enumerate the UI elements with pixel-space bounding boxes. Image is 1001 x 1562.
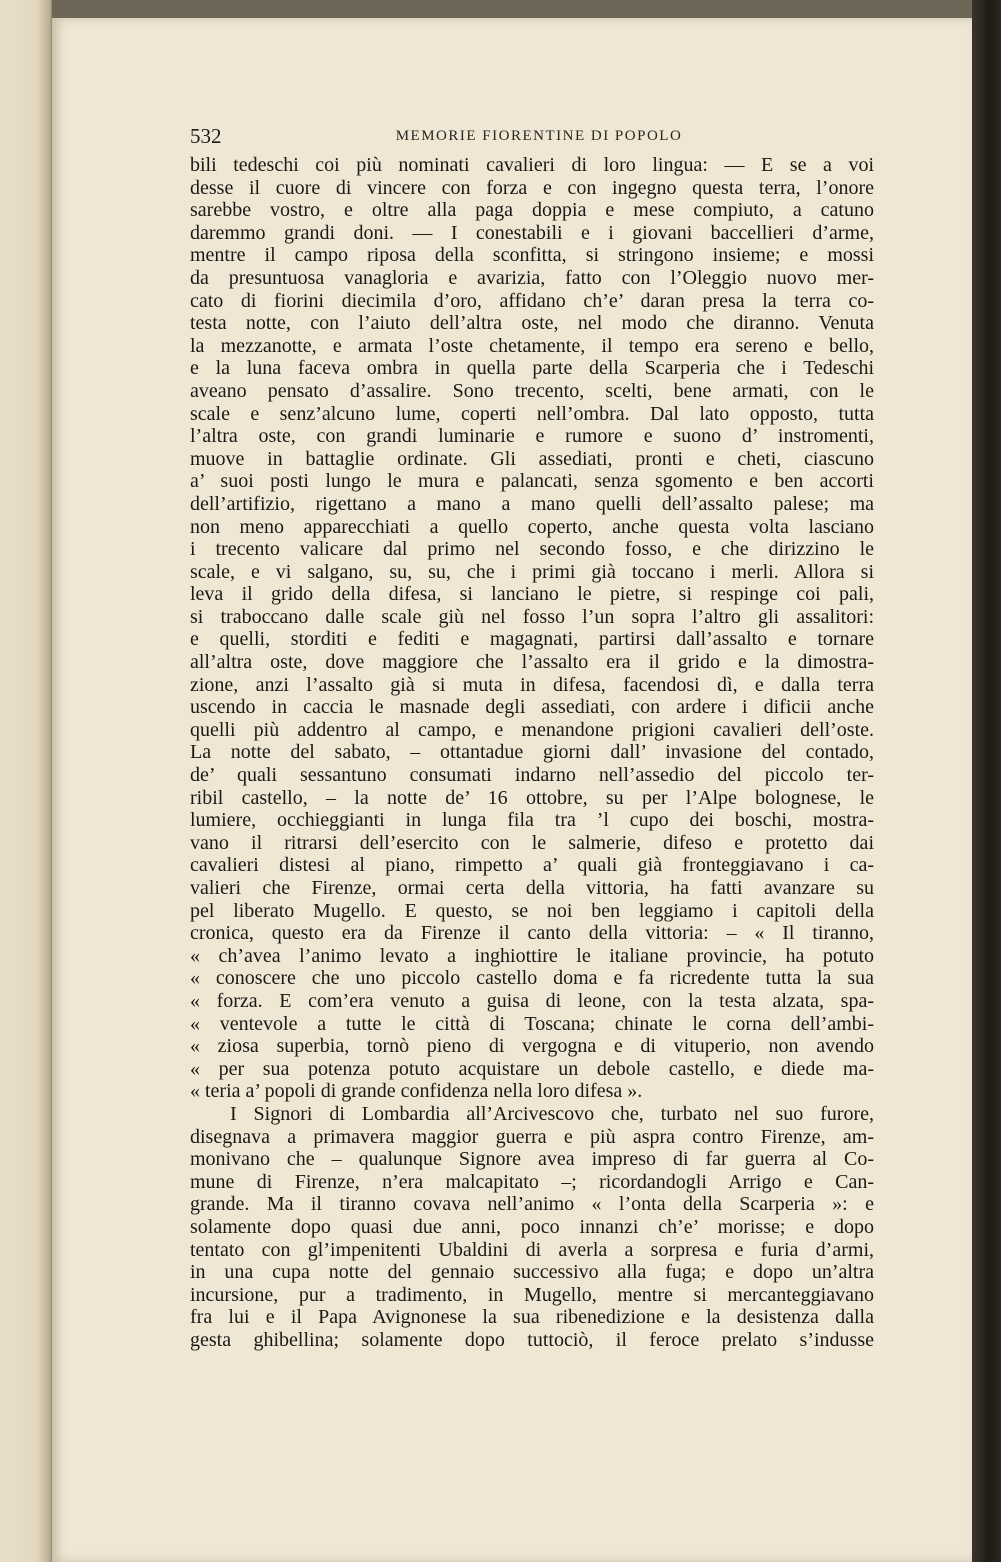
text-line: « forza. E com’era venuto a guisa di leone, con la testa alzata, spa-	[190, 989, 874, 1012]
text-line: grande. Ma il tiranno covava nell’animo « l’onta della Scarperia »: e	[190, 1193, 874, 1216]
text-line: daremmo grandi doni. — I conestabili e i giovani baccellieri d’arme,	[190, 221, 874, 244]
text-line: dell’artifizio, rigettano a mano a mano quelli dell’assalto palese; ma	[190, 492, 874, 515]
text-line: mentre il campo riposa della sconfitta, si stringono insieme; e mossi	[190, 244, 874, 267]
text-line: l’altra oste, con grandi luminarie e rumore e suono d’ instromenti,	[190, 425, 874, 448]
text-line: « ventevole a tutte le città di Toscana; chinate le corna dell’ambi-	[190, 1012, 874, 1035]
text-line: valieri che Firenze, ormai certa della vittoria, ha fatti avanzare su	[190, 877, 874, 899]
text-line: da presuntuosa vanagloria e avarizia, fatto con l’Oleggio nuovo mer-	[190, 266, 874, 289]
text-line: sarebbe vostro, e oltre alla paga doppia e mese compiuto, a catuno	[190, 199, 874, 222]
text-line: all’altra oste, dove maggiore che l’assalto era il grido e la dimostra-	[190, 651, 874, 674]
text-line: monivano che – qualunque Signore avea impreso di far guerra al Co-	[190, 1148, 874, 1171]
text-line: lumiere, occhieggianti in lunga fila tra ’l cupo dei boschi, mostra-	[190, 809, 874, 832]
text-line: si traboccano dalle scale giù nel fosso l’un sopra l’altro gli assalitori:	[190, 605, 874, 628]
previous-page-edge	[0, 0, 52, 1562]
text-line: tentato con gl’impenitenti Ubaldini di averla a sorpresa e furia d’armi,	[190, 1238, 874, 1261]
page-number: 532	[190, 124, 222, 148]
text-line: bili tedeschi coi più nominati cavalieri di loro lingua: — E se a voi	[190, 154, 874, 176]
text-line: incursione, pur a tradimento, in Mugello, mentre si mercanteggiavano	[190, 1283, 874, 1306]
text-line: cato di fiorini diecimila d’oro, affidano ch’e’ daran presa la terra co-	[190, 289, 874, 312]
text-line: muove in battaglie ordinate. Gli assediati, pronti e cheti, ciascuno	[190, 447, 874, 470]
paragraph-first-line: I Signori di Lombardia all’Arcivescovo che, turbato nel suo furore,	[230, 1102, 874, 1125]
text-line: « teria a’ popoli di grande confidenza nella loro difesa ».	[190, 1080, 643, 1103]
text-line: ribil castello, – la notte de’ 16 ottobre, su per l’Alpe bolognese, le	[190, 786, 874, 809]
text-line: scale e senz’alcuno lume, coperti nell’ombra. Dal lato opposto, tutta	[190, 402, 874, 425]
text-line: « per sua potenza potuto acquistare un debole castello, e diede ma-	[190, 1057, 874, 1080]
text-line: cronica, questo era da Firenze il canto della vittoria: – « Il tiranno,	[190, 922, 874, 945]
text-line: i trecento valicare dal primo nel secondo fosso, e che dirizzino le	[190, 538, 874, 561]
text-line: zione, anzi l’assalto già si muta in difesa, facendosi dì, e dalla terra	[190, 673, 874, 696]
text-line: cavalieri distesi al piano, rimpetto a’ quali già fronteggiavano i ca-	[190, 854, 874, 877]
running-head: MEMORIE FIORENTINE DI POPOLO	[395, 128, 683, 144]
text-line: e quelli, storditi e fediti e magagnati, partirsi dall’assalto e tornare	[190, 628, 874, 651]
text-line: desse il cuore di vincere con forza e con ingegno questa terra, l’onore	[190, 176, 874, 199]
text-line: la mezzanotte, e armata l’oste chetamente, il tempo era sereno e bello,	[190, 334, 874, 357]
text-line: uscendo in caccia le masnade degli assediati, con ardere i dificii anche	[190, 696, 874, 719]
text-line: in una cupa notte del gennaio successivo alla fuga; e dopo un’altra	[190, 1261, 874, 1284]
text-line: non meno apparecchiati a quello coperto, anche questa volta lasciano	[190, 515, 874, 538]
text-line: vano il ritrarsi dell’esercito con le salmerie, difeso e protetto dai	[190, 831, 874, 854]
text-line: « ch’avea l’animo levato a inghiottire le italiane provincie, ha potuto	[190, 944, 874, 967]
text-line: aveano pensato d’assalire. Sono trecento, scelti, bene armati, con le	[190, 379, 874, 402]
text-line: La notte del sabato, – ottantadue giorni dall’ invasione del contado,	[190, 741, 874, 764]
text-line: testa notte, con l’aiuto dell’altra oste, nel modo che diranno. Venuta	[190, 312, 874, 335]
text-line: e la luna faceva ombra in quella parte della Scarperia che i Tedeschi	[190, 357, 874, 380]
text-line: de’ quali sessantuno consumati indarno nell’assedio del piccolo ter-	[190, 764, 874, 787]
text-line: fra lui e il Papa Avignonese la sua ribenedizione e la desistenza dalla	[190, 1306, 874, 1329]
text-line: pel liberato Mugello. E questo, se noi ben leggiamo i capitoli della	[190, 899, 874, 922]
text-line: disegnava a primavera maggior guerra e più aspra contro Firenze, am-	[190, 1125, 874, 1148]
text-line: « conoscere che uno piccolo castello doma e fa ricredente tutta la sua	[190, 967, 874, 990]
page-header	[190, 124, 874, 152]
text-line: scale, e vi salgano, su, su, che i primi già toccano i merli. Allora si	[190, 560, 874, 583]
binding-shadow	[972, 0, 1001, 1562]
text-line: leva il grido della difesa, si lanciano le pietre, si respinge coi pali,	[190, 583, 874, 606]
text-line: quelli più addentro al campo, e menandone prigioni cavalieri dell’oste.	[190, 718, 874, 741]
body-text	[190, 154, 874, 1351]
text-line: « ziosa superbia, tornò pieno di vergogna e di vituperio, non avendo	[190, 1035, 874, 1058]
text-line: a’ suoi posti lungo le mura e palancati, senza sgomento e ben accorti	[190, 470, 874, 493]
text-line: gesta ghibellina; solamente dopo tuttociò, il feroce prelato s’indusse	[190, 1328, 874, 1351]
text-line: mune di Firenze, n’era malcapitato –; ricordandogli Arrigo e Can-	[190, 1170, 874, 1193]
text-line: solamente dopo quasi due anni, poco innanzi ch’e’ morisse; e dopo	[190, 1215, 874, 1238]
